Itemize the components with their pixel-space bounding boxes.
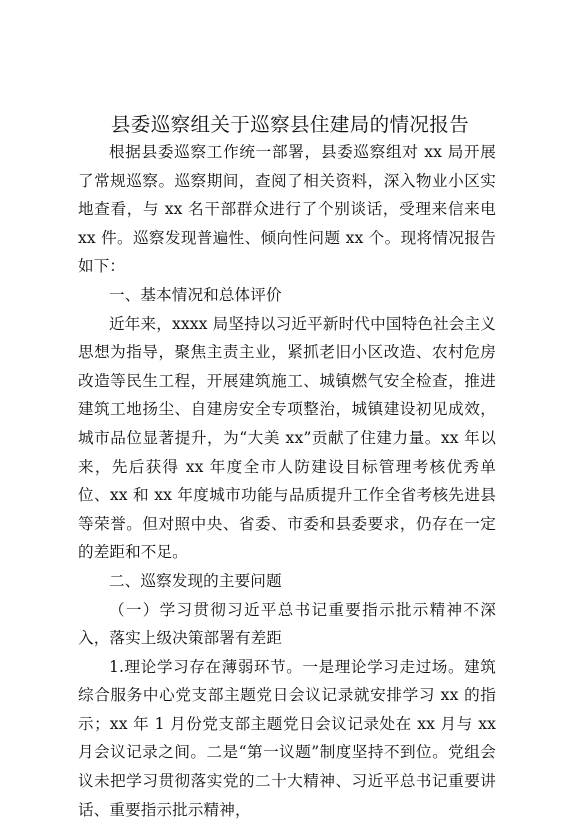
subsection-heading-1: （一）学习贯彻习近平总书记重要指示批示精神不深入，落实上级决策部署有差距 <box>78 600 496 648</box>
document-title: 县委巡察组关于巡察县住建局的情况报告 <box>110 113 470 136</box>
intro-paragraph: 根据县委巡察工作统一部署，县委巡察组对 xx 局开展了常规巡察。巡察期间，查阅了相关资料，深入物业小区实地查看，与 xx 名干部群众进行了个别谈话，受理来信来电 xx 件。巡察发现普遍性、倾向性问题 xx 个。现将情况报告如下： <box>78 143 496 276</box>
section-heading-1: 一、基本情况和总体评价 <box>109 285 282 304</box>
problem-paragraph-1: 1.理论学习存在薄弱环节。一是理论学习走过场。建筑综合服务中心党支部主题党日会议记录就安排学习 xx 的指示；xx 年 1 月份党支部主题党日会议记录处在 xx 月与 xx 月会议记录之间。二是“第一议题”制度坚持不到位。党组会议未把学习贯彻落实党的二十大精神、习近平总书记重要讲话、重要指示批示精神， <box>78 657 496 819</box>
overview-paragraph: 近年来，xxxx 局坚持以习近平新时代中国特色社会主义思想为指导，聚焦主责主业，紧抓老旧小区改造、农村危房改造等民生工程，开展建筑施工、城镇燃气安全检查，推进建筑工地扬尘、自建房安全专项整治，城镇建设初见成效，城市品位显著提升，为“大美 xx”贡献了住建力量。xx 年以来，先后获得 xx 年度全市人防建设目标管理考核优秀单位、xx 和 xx 年度城市功能与品质提升工作全省考核先进县等荣誉。但对照中央、省委、市委和县委要求，仍存在一定的差距和不足。 <box>78 314 496 562</box>
document-body <box>78 138 496 824</box>
section-heading-2: 二、巡察发现的主要问题 <box>109 571 282 590</box>
